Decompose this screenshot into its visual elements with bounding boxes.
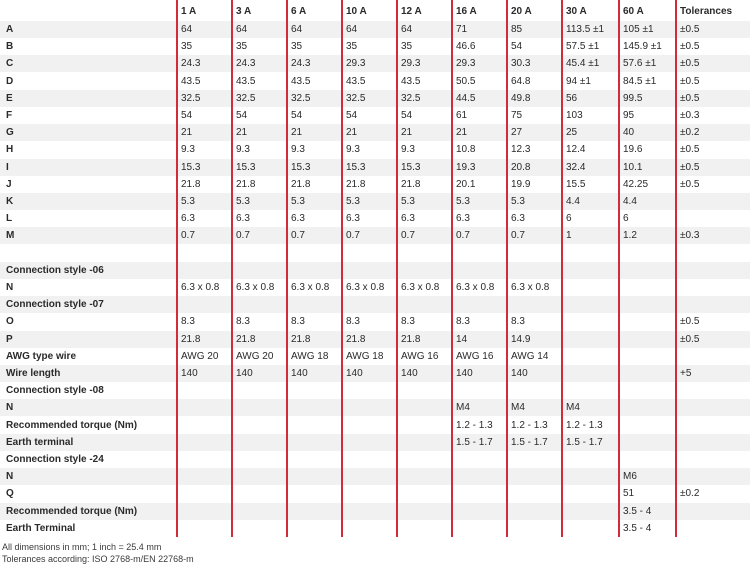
row-label: N <box>6 471 14 483</box>
table-cell: 8.3 <box>236 316 250 328</box>
table-cell: AWG 20 <box>236 350 274 362</box>
row-label: I <box>6 161 9 173</box>
table-cell: 140 <box>456 368 473 379</box>
table-row <box>0 348 750 365</box>
table-cell: 21.8 <box>236 333 256 345</box>
table-cell: 9.3 <box>346 144 360 156</box>
row-label: E <box>6 92 13 104</box>
row-label: Connection style -24 <box>6 454 104 465</box>
row-label: Recommended torque (Nm) <box>6 505 138 517</box>
table-cell: 6.3 <box>456 213 470 225</box>
table-cell: 5.3 <box>346 196 360 207</box>
table-cell: 103 <box>566 110 583 121</box>
row-label: Earth Terminal <box>6 522 76 534</box>
table-cell: 145.9 ±1 <box>623 41 662 53</box>
table-cell: +5 <box>680 368 692 379</box>
table-cell: 43.5 <box>401 75 421 87</box>
table-cell: ±0.5 <box>680 58 700 70</box>
table-cell: 54 <box>236 110 248 121</box>
table-cell: 30.3 <box>511 58 531 70</box>
table-cell: 9.3 <box>401 144 415 156</box>
column-divider <box>618 0 620 537</box>
header-30a: 30 A <box>566 6 587 17</box>
table-cell: 0.7 <box>456 230 470 242</box>
table-cell: 15.3 <box>346 161 366 173</box>
table-cell: M4 <box>456 402 470 414</box>
column-divider <box>675 0 677 537</box>
table-cell: 46.6 <box>456 41 476 53</box>
table-cell: ±0.5 <box>680 75 700 87</box>
row-label: D <box>6 75 14 87</box>
row-label: B <box>6 41 14 53</box>
row-label: Connection style -08 <box>6 385 104 397</box>
header-16a: 16 A <box>456 6 477 17</box>
table-cell: 43.5 <box>181 75 201 87</box>
row-label: Recommended torque (Nm) <box>6 419 138 431</box>
table-cell: 6.3 <box>236 213 250 225</box>
row-label: F <box>6 110 13 121</box>
table-cell: 8.3 <box>291 316 305 328</box>
table-row <box>0 124 750 141</box>
table-cell: 35 <box>236 41 248 53</box>
table-cell: 8.3 <box>511 316 525 328</box>
table-cell: 12.4 <box>566 144 586 156</box>
table-cell: 61 <box>456 110 468 121</box>
table-cell: 19.3 <box>456 161 476 173</box>
table-cell: 14.9 <box>511 333 531 345</box>
table-cell: ±0.2 <box>680 488 700 500</box>
table-row <box>0 193 750 210</box>
table-cell: 54 <box>181 110 193 121</box>
table-cell: 4.4 <box>566 196 580 207</box>
table-cell: 64 <box>181 24 193 35</box>
table-cell: 21.8 <box>291 178 311 190</box>
table-cell: ±0.3 <box>680 230 700 242</box>
table-row <box>0 210 750 227</box>
table-cell: ±0.5 <box>680 92 700 104</box>
table-cell: AWG 16 <box>401 350 439 362</box>
row-label: Connection style -07 <box>6 299 104 311</box>
table-cell: 0.7 <box>511 230 525 242</box>
table-cell: 32.5 <box>181 92 201 104</box>
table-cell: 25 <box>566 127 578 139</box>
table-row <box>0 262 750 279</box>
row-label: Earth terminal <box>6 436 74 448</box>
header-20a: 20 A <box>511 6 532 17</box>
table-cell: 50.5 <box>456 75 476 87</box>
column-divider <box>341 0 343 537</box>
table-row <box>0 468 750 485</box>
table-cell: 9.3 <box>181 144 195 156</box>
table-cell: 84.5 ±1 <box>623 75 657 87</box>
table-cell: 1.5 - 1.7 <box>511 436 548 448</box>
table-cell: 5.3 <box>291 196 305 207</box>
table-cell: 6.3 x 0.8 <box>291 282 330 293</box>
table-cell: 3.5 - 4 <box>623 505 652 517</box>
table-cell: 0.7 <box>291 230 305 242</box>
table-row <box>0 485 750 502</box>
table-row <box>0 227 750 244</box>
table-cell: 21 <box>456 127 468 139</box>
table-cell: 64 <box>401 24 413 35</box>
column-divider <box>451 0 453 537</box>
table-cell: ±0.5 <box>680 333 700 345</box>
table-cell: 0.7 <box>236 230 250 242</box>
table-cell: 43.5 <box>236 75 256 87</box>
table-row <box>0 399 750 416</box>
table-cell: 94 ±1 <box>566 75 591 87</box>
row-label: K <box>6 196 14 207</box>
row-label: N <box>6 402 14 414</box>
header-10a: 10 A <box>346 6 367 17</box>
table-row <box>0 279 750 296</box>
table-cell: 35 <box>181 41 193 53</box>
row-label: Q <box>6 488 14 500</box>
table-cell: 9.3 <box>236 144 250 156</box>
table-cell: M6 <box>623 471 637 483</box>
table-cell: AWG 16 <box>456 350 494 362</box>
row-label: O <box>6 316 14 328</box>
table-cell: 140 <box>181 368 198 379</box>
table-cell: ±0.2 <box>680 127 700 139</box>
table-cell: 64 <box>346 24 358 35</box>
table-cell: 8.3 <box>181 316 195 328</box>
table-cell: 32.5 <box>346 92 366 104</box>
column-divider <box>506 0 508 537</box>
table-cell: 56 <box>566 92 578 104</box>
table-row <box>0 313 750 330</box>
table-cell: 1.2 <box>623 230 637 242</box>
table-cell: 5.3 <box>181 196 195 207</box>
table-cell: 12.3 <box>511 144 531 156</box>
row-label: Connection style -06 <box>6 264 104 276</box>
table-cell: 140 <box>291 368 308 379</box>
table-cell: 29.3 <box>346 58 366 70</box>
footnote-dimensions: All dimensions in mm; 1 inch = 25.4 mm <box>2 542 162 552</box>
table-cell: 85 <box>511 24 523 35</box>
table-cell: 6.3 <box>401 213 415 225</box>
header-6a: 6 A <box>291 6 307 17</box>
table-cell: 10.8 <box>456 144 476 156</box>
header-3a: 3 A <box>236 6 252 17</box>
table-row <box>0 245 750 262</box>
table-cell: 6.3 <box>181 213 195 225</box>
row-label: C <box>6 58 14 70</box>
table-cell: 75 <box>511 110 523 121</box>
table-cell: AWG 18 <box>291 350 329 362</box>
table-cell: 29.3 <box>456 58 476 70</box>
table-cell: 6 <box>623 213 629 225</box>
table-cell: 15.5 <box>566 178 586 190</box>
table-cell: 21 <box>181 127 193 139</box>
table-row <box>0 503 750 520</box>
table-cell: 21.8 <box>181 178 201 190</box>
table-row <box>0 382 750 399</box>
table-cell: 64 <box>236 24 248 35</box>
table-cell: 71 <box>456 24 468 35</box>
table-cell: ±0.5 <box>680 178 700 190</box>
table-cell: 21 <box>236 127 248 139</box>
table-row <box>0 451 750 468</box>
table-cell: 99.5 <box>623 92 643 104</box>
table-cell: 57.6 ±1 <box>623 58 657 70</box>
table-cell: ±0.5 <box>680 41 700 53</box>
table-cell: 21.8 <box>401 178 421 190</box>
table-cell: 5.3 <box>456 196 470 207</box>
table-row <box>0 365 750 382</box>
table-row <box>0 55 750 72</box>
header-row <box>0 3 750 20</box>
table-cell: 1.2 - 1.3 <box>456 419 493 431</box>
table-cell: 32.5 <box>291 92 311 104</box>
table-cell: 21.8 <box>236 178 256 190</box>
row-label: G <box>6 127 14 139</box>
table-cell: 54 <box>291 110 303 121</box>
table-cell: ±0.5 <box>680 316 700 328</box>
table-cell: 1.5 - 1.7 <box>456 436 493 448</box>
table-cell: 54 <box>346 110 358 121</box>
table-cell: 21.8 <box>401 333 421 345</box>
table-cell: 24.3 <box>236 58 256 70</box>
table-cell: 49.8 <box>511 92 531 104</box>
table-cell: 64.8 <box>511 75 531 87</box>
table-cell: 6.3 x 0.8 <box>401 282 440 293</box>
table-cell: 27 <box>511 127 523 139</box>
table-cell: 57.5 ±1 <box>566 41 600 53</box>
table-cell: 15.3 <box>401 161 421 173</box>
table-row <box>0 417 750 434</box>
table-cell: 35 <box>291 41 303 53</box>
table-cell: 35 <box>346 41 358 53</box>
table-cell: M4 <box>511 402 525 414</box>
table-cell: 21 <box>401 127 413 139</box>
table-cell: 40 <box>623 127 635 139</box>
column-divider <box>176 0 178 537</box>
table-cell: 32.4 <box>566 161 586 173</box>
header-12a: 12 A <box>401 6 422 17</box>
table-row <box>0 90 750 107</box>
table-cell: 54 <box>401 110 413 121</box>
table-cell: 21.8 <box>181 333 201 345</box>
table-cell: 29.3 <box>401 58 421 70</box>
column-divider <box>396 0 398 537</box>
table-cell: 5.3 <box>401 196 415 207</box>
table-cell: 20.8 <box>511 161 531 173</box>
table-cell: 21 <box>346 127 358 139</box>
header-60a: 60 A <box>623 6 644 17</box>
table-cell: 0.7 <box>346 230 360 242</box>
column-divider <box>286 0 288 537</box>
table-cell: 5.3 <box>236 196 250 207</box>
header-1a: 1 A <box>181 6 197 17</box>
row-label: Wire length <box>6 368 61 379</box>
table-cell: 0.7 <box>181 230 195 242</box>
row-label: N <box>6 282 14 293</box>
table-row <box>0 331 750 348</box>
table-row <box>0 159 750 176</box>
table-cell: 8.3 <box>346 316 360 328</box>
table-cell: 43.5 <box>346 75 366 87</box>
table-cell: 4.4 <box>623 196 637 207</box>
table-cell: 6.3 x 0.8 <box>456 282 495 293</box>
table-row <box>0 176 750 193</box>
table-cell: 0.7 <box>401 230 415 242</box>
table-row <box>0 38 750 55</box>
table-cell: 95 <box>623 110 635 121</box>
table-cell: 43.5 <box>291 75 311 87</box>
table-row <box>0 141 750 158</box>
table-cell: 8.3 <box>456 316 470 328</box>
table-row <box>0 21 750 38</box>
table-cell: 140 <box>346 368 363 379</box>
table-cell: 105 ±1 <box>623 24 654 35</box>
table-row <box>0 73 750 90</box>
row-label: H <box>6 144 14 156</box>
row-label: L <box>6 213 13 225</box>
table-cell: 21.8 <box>291 333 311 345</box>
table-cell: 1 <box>566 230 572 242</box>
table-cell: 64 <box>291 24 303 35</box>
table-cell: 6 <box>566 213 572 225</box>
column-divider <box>231 0 233 537</box>
table-cell: 15.3 <box>236 161 256 173</box>
table-cell: 6.3 x 0.8 <box>346 282 385 293</box>
table-cell: 3.5 - 4 <box>623 522 652 534</box>
table-cell: 6.3 x 0.8 <box>181 282 220 293</box>
table-cell: ±0.5 <box>680 161 700 173</box>
table-cell: 1.5 - 1.7 <box>566 436 603 448</box>
table-cell: 35 <box>401 41 413 53</box>
table-cell: 19.9 <box>511 178 531 190</box>
table-cell: 113.5 ±1 <box>566 24 605 35</box>
table-row <box>0 434 750 451</box>
row-label: M <box>6 230 15 242</box>
table-cell: 10.1 <box>623 161 643 173</box>
table-cell: 19.6 <box>623 144 643 156</box>
table-cell: 15.3 <box>181 161 201 173</box>
table-cell: 140 <box>511 368 528 379</box>
table-row <box>0 520 750 537</box>
table-cell: 6.3 x 0.8 <box>511 282 550 293</box>
table-cell: AWG 14 <box>511 350 549 362</box>
row-label <box>6 245 171 262</box>
table-cell: 51 <box>623 488 635 500</box>
footnote <box>2 541 194 565</box>
header-tolerances: Tolerances <box>680 6 733 17</box>
table-cell: 42.25 <box>623 178 649 190</box>
table-cell: 6.3 <box>346 213 360 225</box>
table-cell: 32.5 <box>236 92 256 104</box>
table-cell: 24.3 <box>181 58 201 70</box>
table-row <box>0 107 750 124</box>
table-cell: 20.1 <box>456 178 476 190</box>
table-cell: 6.3 <box>511 213 525 225</box>
table-cell: ±0.5 <box>680 144 700 156</box>
table-cell: ±0.3 <box>680 110 700 121</box>
row-label: A <box>6 24 14 35</box>
table-cell: M4 <box>566 402 580 414</box>
table-cell: 6.3 x 0.8 <box>236 282 275 293</box>
table-cell: 14 <box>456 333 468 345</box>
table-cell: 45.4 ±1 <box>566 58 600 70</box>
table-cell: 6.3 <box>291 213 305 225</box>
table-cell: AWG 20 <box>181 350 219 362</box>
table-cell: ±0.5 <box>680 24 700 35</box>
column-divider <box>561 0 563 537</box>
table-cell: 54 <box>511 41 523 53</box>
table-cell: 140 <box>236 368 253 379</box>
row-label: AWG type wire <box>6 350 77 362</box>
table-cell: 5.3 <box>511 196 525 207</box>
table-row <box>0 296 750 313</box>
table-cell: AWG 18 <box>346 350 384 362</box>
table-cell: 24.3 <box>291 58 311 70</box>
table-cell: 21.8 <box>346 178 366 190</box>
table-cell: 21.8 <box>346 333 366 345</box>
footnote-tolerances: Tolerances according: ISO 2768-m/EN 22768-m <box>2 554 194 564</box>
table-cell: 1.2 - 1.3 <box>566 419 603 431</box>
table-cell: 21 <box>291 127 303 139</box>
table-cell: 140 <box>401 368 418 379</box>
table-cell: 15.3 <box>291 161 311 173</box>
table-cell: 8.3 <box>401 316 415 328</box>
table-cell: 32.5 <box>401 92 421 104</box>
table-cell: 9.3 <box>291 144 305 156</box>
row-label: J <box>6 178 12 190</box>
table-cell: 1.2 - 1.3 <box>511 419 548 431</box>
table-cell: 44.5 <box>456 92 476 104</box>
row-label: P <box>6 333 13 345</box>
